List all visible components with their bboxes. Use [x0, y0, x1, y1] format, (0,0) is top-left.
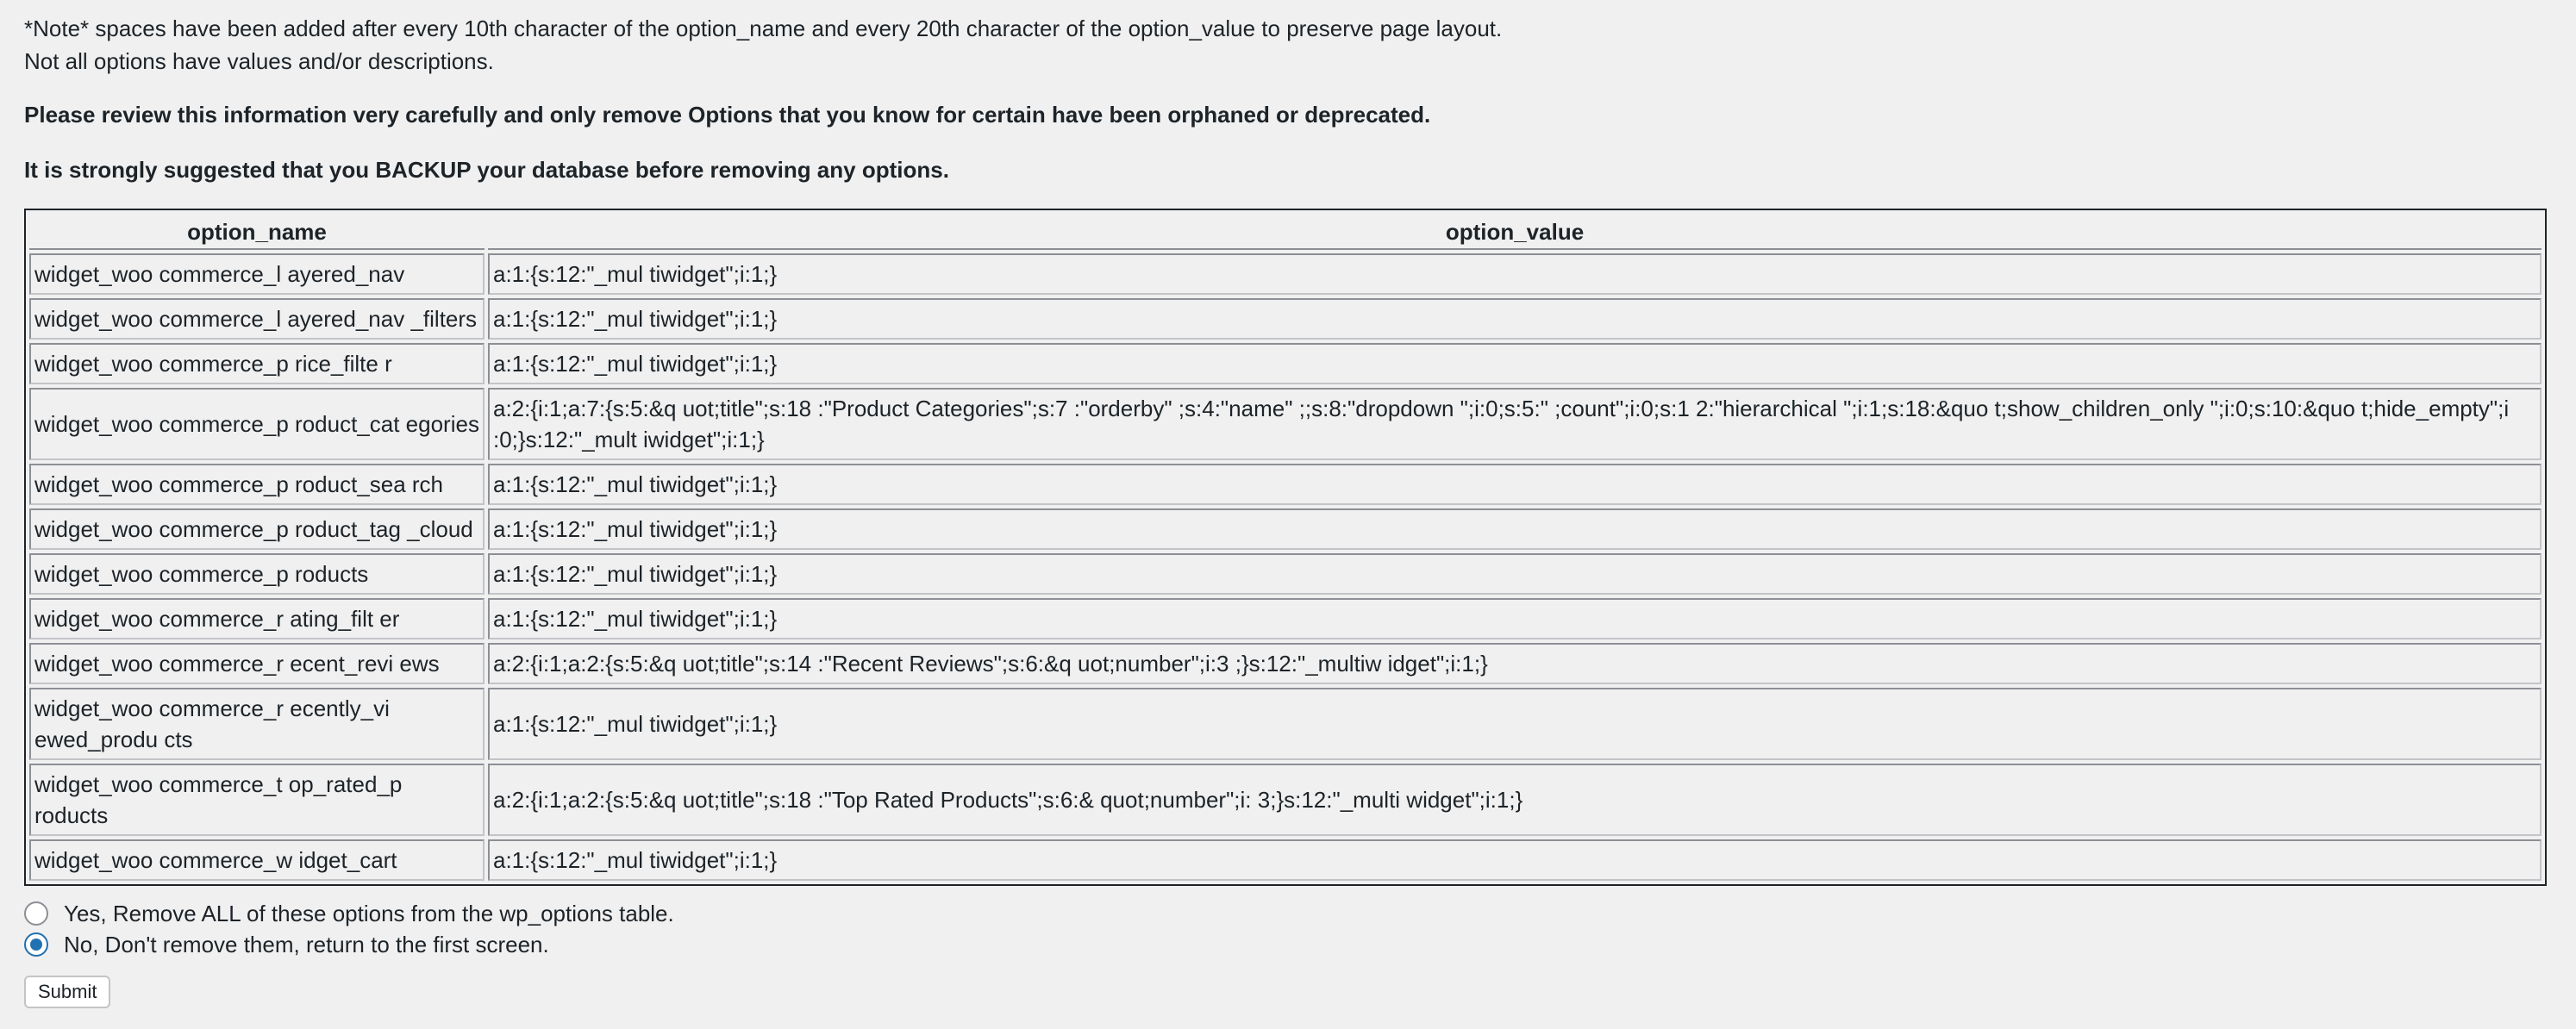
- option-value-cell: a:1:{s:12:"_mul tiwidget";i:1;}: [488, 464, 2542, 505]
- remove-yes-radio[interactable]: [24, 901, 48, 926]
- option-name-cell: widget_woo commerce_r ecently_vi ewed_produ cts: [29, 688, 485, 760]
- option-name-cell: widget_woo commerce_l ayered_nav _filters: [29, 298, 485, 340]
- option-name-cell: widget_woo commerce_w idget_cart: [29, 839, 485, 881]
- table-row: [29, 464, 2542, 505]
- review-warning: Please review this information very carefully and only remove Options that you know for certain have been orphaned or deprecated.: [24, 102, 1431, 128]
- table-row: [29, 839, 2542, 881]
- remove-yes-label[interactable]: Yes, Remove ALL of these options from the wp_options table.: [64, 900, 674, 926]
- backup-warning: It is strongly suggested that you BACKUP your database before removing any options.: [24, 157, 949, 183]
- option-name-cell: widget_woo commerce_l ayered_nav: [29, 253, 485, 295]
- option-name-cell: widget_woo commerce_r ecent_revi ews: [29, 643, 485, 684]
- option-name-cell: widget_woo commerce_p roduct_tag _cloud: [29, 508, 485, 550]
- table-row: [29, 508, 2542, 550]
- note-text: *Note* spaces have been added after every 10th character of the option_name and every 20th character of the option_value to preserve page layout.: [24, 16, 1503, 41]
- remove-options-radio-group: [24, 898, 2552, 960]
- option-value-cell: a:1:{s:12:"_mul tiwidget";i:1;}: [488, 253, 2542, 295]
- option-value-cell: a:2:{i:1;a:7:{s:5:&q uot;title";s:18 :"Product Categories";s:7 :"orderby" ;s:4:"name" ;;s:8:"dropdown ";i:0;s:5:" ;count";i:0;s:1 2:"hierarchical ";i:1;s:18:&quo t;show_children_only ";i:0;s:10:&quo t;hide_empty";i :0;}s:12:"_mult iwidget";i:1;}: [488, 388, 2542, 460]
- options-table: [24, 209, 2547, 886]
- option-name-cell: widget_woo commerce_p rice_filte r: [29, 343, 485, 384]
- option-value-cell: a:1:{s:12:"_mul tiwidget";i:1;}: [488, 839, 2542, 881]
- remove-no-option[interactable]: [24, 929, 2552, 960]
- option-value-cell: a:1:{s:12:"_mul tiwidget";i:1;}: [488, 343, 2542, 384]
- table-row: [29, 688, 2542, 760]
- column-header-option-name: option_name: [29, 214, 485, 250]
- option-value-cell: a:1:{s:12:"_mul tiwidget";i:1;}: [488, 508, 2542, 550]
- table-row: [29, 598, 2542, 639]
- option-name-cell: widget_woo commerce_p roducts: [29, 553, 485, 595]
- option-value-cell: a:1:{s:12:"_mul tiwidget";i:1;}: [488, 553, 2542, 595]
- table-row: [29, 643, 2542, 684]
- table-row: [29, 253, 2542, 295]
- table-body: [29, 253, 2542, 881]
- remove-no-radio[interactable]: [24, 932, 48, 957]
- option-value-cell: a:2:{i:1;a:2:{s:5:&q uot;title";s:18 :"Top Rated Products";s:6:& quot;number";i: 3;}s:12:"_multi widget";i:1;}: [488, 764, 2542, 836]
- table-row: [29, 388, 2542, 460]
- note-subtext: Not all options have values and/or descriptions.: [24, 48, 494, 74]
- table-row: [29, 298, 2542, 340]
- option-value-cell: a:2:{i:1;a:2:{s:5:&q uot;title";s:14 :"Recent Reviews";s:6:&q uot;number";i:3 ;}s:12:"_multiw idget";i:1;}: [488, 643, 2542, 684]
- remove-yes-option[interactable]: [24, 898, 2552, 929]
- option-name-cell: widget_woo commerce_p roduct_sea rch: [29, 464, 485, 505]
- submit-button[interactable]: Submit: [24, 976, 110, 1008]
- table-row: [29, 764, 2542, 836]
- option-value-cell: a:1:{s:12:"_mul tiwidget";i:1;}: [488, 298, 2542, 340]
- option-name-cell: widget_woo commerce_t op_rated_p roducts: [29, 764, 485, 836]
- column-header-option-value: option_value: [488, 214, 2542, 250]
- table-header-row: [29, 214, 2542, 250]
- option-value-cell: a:1:{s:12:"_mul tiwidget";i:1;}: [488, 688, 2542, 760]
- table-row: [29, 343, 2542, 384]
- option-name-cell: widget_woo commerce_r ating_filt er: [29, 598, 485, 639]
- option-name-cell: widget_woo commerce_p roduct_cat egories: [29, 388, 485, 460]
- option-value-cell: a:1:{s:12:"_mul tiwidget";i:1;}: [488, 598, 2542, 639]
- table-row: [29, 553, 2542, 595]
- remove-no-label[interactable]: No, Don't remove them, return to the first screen.: [64, 931, 549, 957]
